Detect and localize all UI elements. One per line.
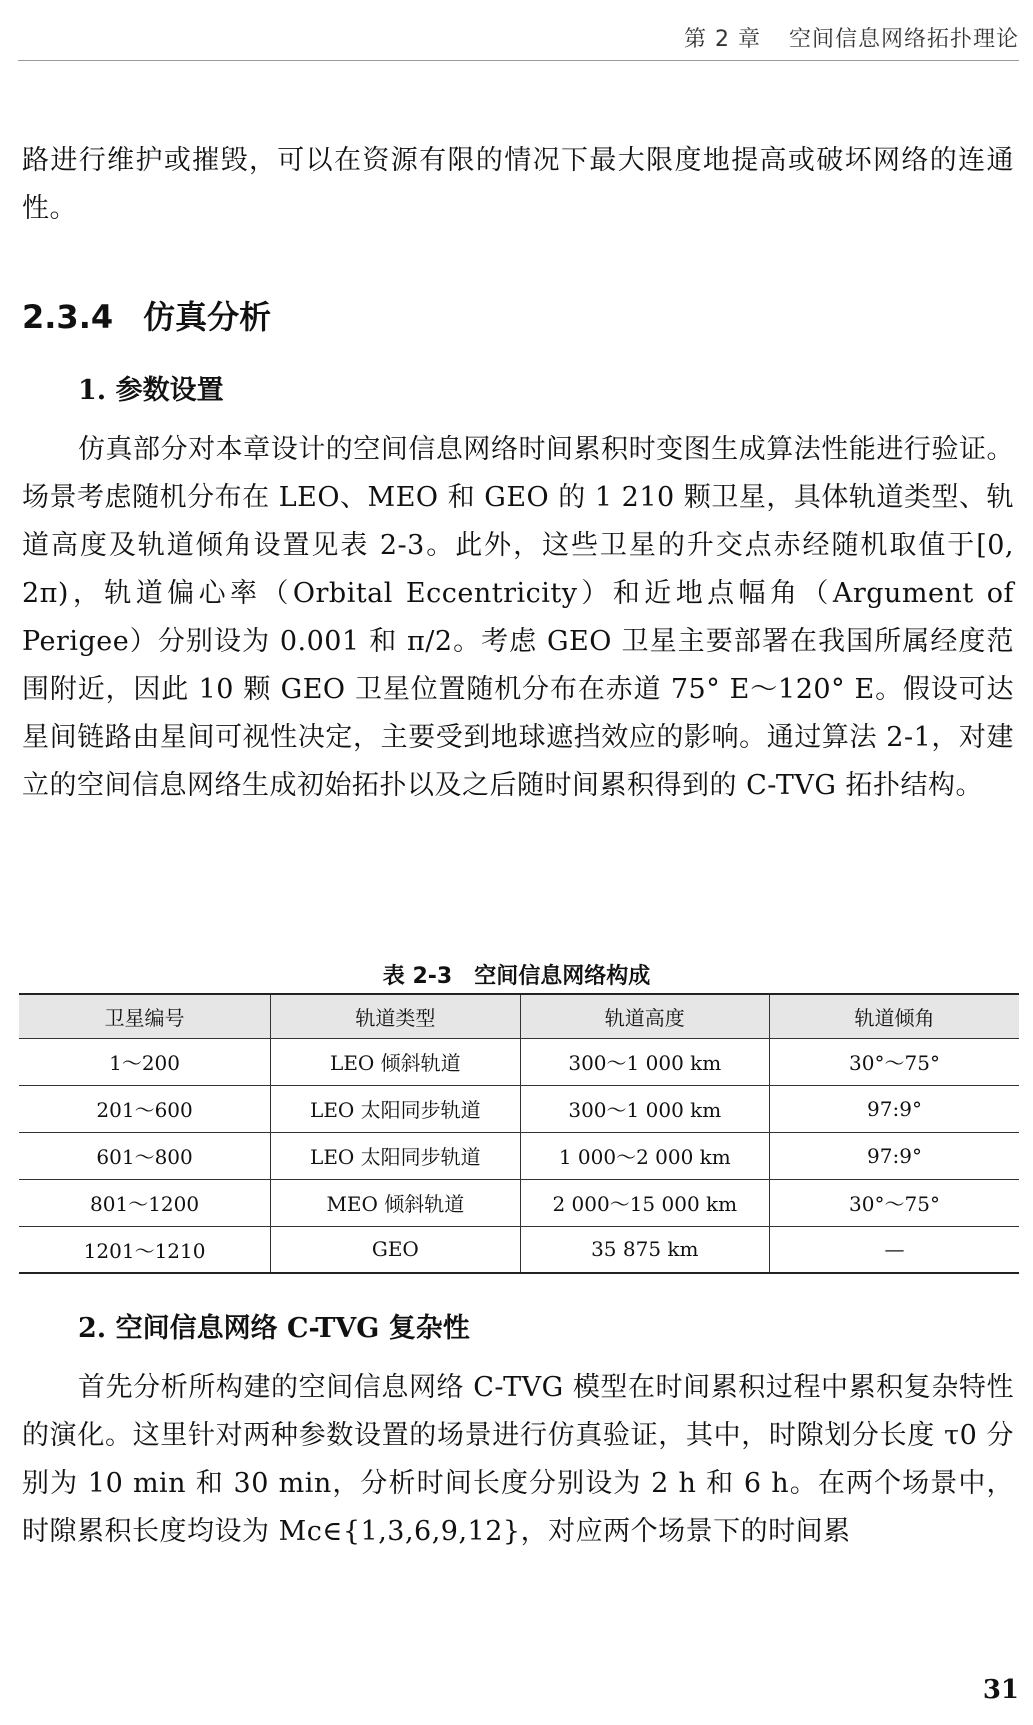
cell-orbit-altitude: 300～1 000 km <box>520 1038 769 1085</box>
cell-orbit-inclination: 30°～75° <box>770 1038 1019 1085</box>
cell-orbit-inclination: — <box>770 1226 1019 1273</box>
cell-orbit-altitude: 300～1 000 km <box>520 1085 769 1132</box>
paragraph-parameter-settings: 仿真部分对本章设计的空间信息网络时间累积时变图生成算法性能进行验证。场景考虑随机分布在 LEO、MEO 和 GEO 的 1 210 颗卫星，具体轨道类型、轨道高度及轨道倾角设置见表 2-3。此外，这些卫星的升交点赤经随机取值于[0, 2π)，轨道偏心率（Orbital Eccentricity）和近地点幅角（Argument of Perigee）分别设为 0.001 和 π/2。考虑 GEO 卫星主要部署在我国所属经度范围附近，因此 10 颗 GEO 卫星位置随机分布在赤道 75° E～120° E。假设可达星间链路由星间可视性决定，主要受到地球遮挡效应的影响。通过算法 2-1，对建立的空间信息网络生成初始拓扑以及之后随时间累积得到的 C-TVG 拓扑结构。 <box>22 434 1014 801</box>
table-row <box>19 1038 1019 1085</box>
cell-orbit-inclination: 97:9° <box>770 1085 1019 1132</box>
cell-orbit-inclination: 97:9° <box>770 1132 1019 1179</box>
paragraph-ctvg-complexity: 首先分析所构建的空间信息网络 C-TVG 模型在时间累积过程中累积复杂特性的演化。这里针对两种参数设置的场景进行仿真验证，其中，时隙划分长度 τ0 分别为 10 min 和 30 min，分析时间长度分别设为 2 h 和 6 h。在两个场景中，时隙累积长度均设为 Mc∈{1,3,6,9,12}，对应两个场景下的时间累 <box>22 1372 1014 1547</box>
cell-orbit-type: LEO 太阳同步轨道 <box>271 1132 520 1179</box>
cell-satellite-id: 801～1200 <box>19 1179 271 1226</box>
section-number: 2.3.4 <box>22 298 114 336</box>
cell-orbit-type: LEO 太阳同步轨道 <box>271 1085 520 1132</box>
table-row <box>19 1226 1019 1273</box>
header-orbit-inclination: 轨道倾角 <box>770 994 1019 1038</box>
cell-orbit-inclination: 30°～75° <box>770 1179 1019 1226</box>
section-title: 仿真分析 <box>143 298 272 336</box>
header-satellite-id: 卫星编号 <box>19 994 271 1038</box>
table-row <box>19 1179 1019 1226</box>
header-rule <box>18 60 1019 61</box>
cell-satellite-id: 601～800 <box>19 1132 271 1179</box>
table-caption-number: 表 2-3 <box>382 964 453 989</box>
table-caption <box>0 959 1033 990</box>
cell-orbit-altitude: 1 000～2 000 km <box>520 1132 769 1179</box>
table-header-row <box>19 994 1019 1038</box>
cell-orbit-type: LEO 倾斜轨道 <box>271 1038 520 1085</box>
running-head <box>684 22 1019 53</box>
paragraph-continued: 路进行维护或摧毁，可以在资源有限的情况下最大限度地提高或破坏网络的连通性。 <box>22 145 1014 224</box>
running-head-chapter: 第 2 章 <box>684 27 761 52</box>
orbit-configuration-table <box>19 993 1019 1274</box>
running-head-title: 空间信息网络拓扑理论 <box>788 27 1019 52</box>
subheading-ctvg-complexity: 2. 空间信息网络 C-TVG 复杂性 <box>78 1313 470 1344</box>
cell-orbit-altitude: 2 000～15 000 km <box>520 1179 769 1226</box>
subheading-parameter-settings: 1. 参数设置 <box>78 375 224 406</box>
header-orbit-type: 轨道类型 <box>271 994 520 1038</box>
section-heading <box>22 292 271 338</box>
cell-orbit-type: MEO 倾斜轨道 <box>271 1179 520 1226</box>
cell-orbit-altitude: 35 875 km <box>520 1226 769 1273</box>
table-caption-title: 空间信息网络构成 <box>474 964 651 989</box>
cell-satellite-id: 201～600 <box>19 1085 271 1132</box>
cell-satellite-id: 1201～1210 <box>19 1226 271 1273</box>
table-row <box>19 1132 1019 1179</box>
table-row <box>19 1085 1019 1132</box>
cell-satellite-id: 1～200 <box>19 1038 271 1085</box>
header-orbit-altitude: 轨道高度 <box>520 994 769 1038</box>
page-number: 31 <box>982 1675 1019 1705</box>
cell-orbit-type: GEO <box>271 1226 520 1273</box>
